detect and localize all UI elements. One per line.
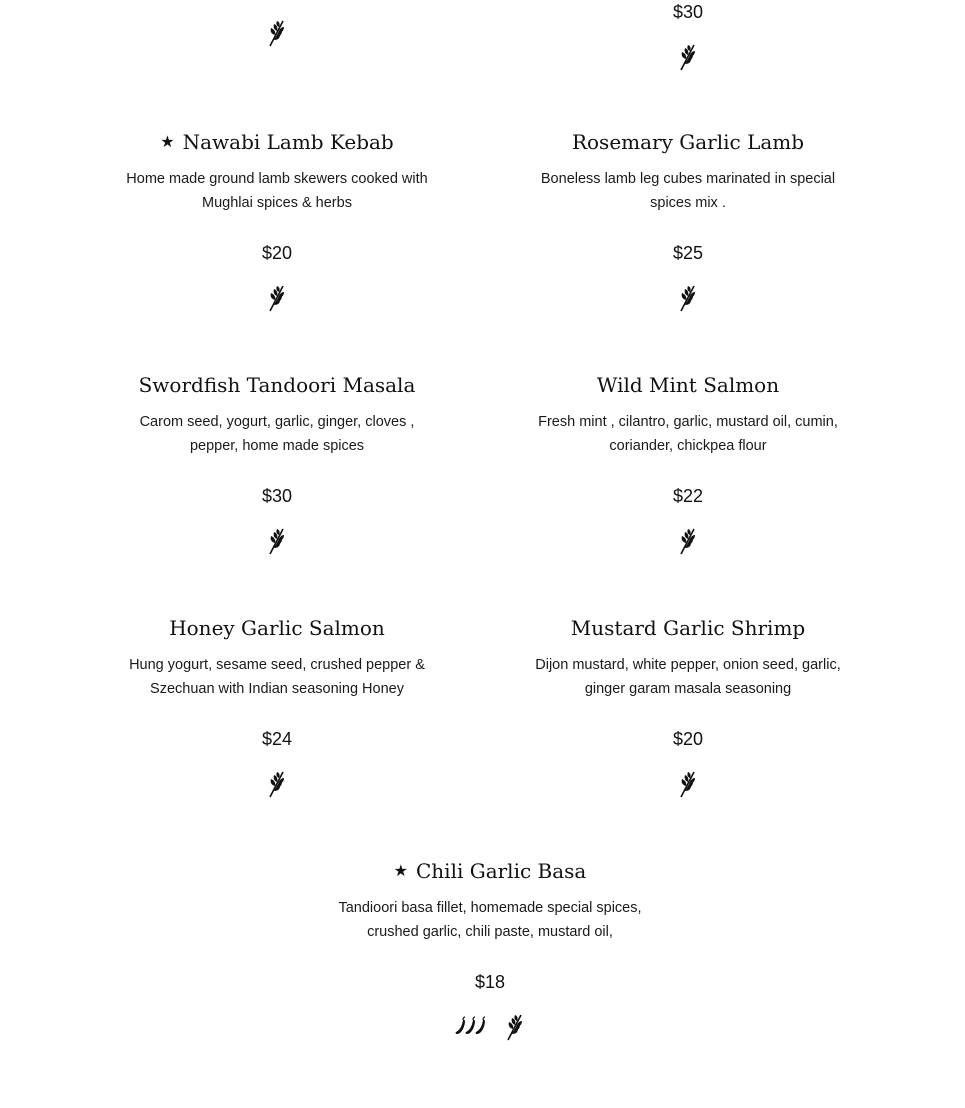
item-title: Rosemary Garlic Lamb <box>571 130 805 154</box>
item-icons <box>523 771 853 801</box>
item-description: Carom seed, yogurt, garlic, ginger, cloves , pepper, home made spices <box>139 414 415 454</box>
gluten-free-icon <box>678 770 698 803</box>
item-description: Tandioori basa fillet, homemade special spices, crushed garlic, chili paste, mustard oil, <box>338 900 642 940</box>
gluten-free-icon <box>505 1013 525 1046</box>
gluten-free-icon <box>267 770 287 803</box>
menu-item-wild-mint-salmon <box>523 371 853 558</box>
item-icons <box>112 771 442 801</box>
item-price: $30 <box>261 486 293 506</box>
item-price: $20 <box>672 729 704 749</box>
gluten-free-icon <box>678 43 698 76</box>
item-description: Dijon mustard, white pepper, onion seed, garlic, ginger garam masala seasoning <box>535 657 841 697</box>
item-icons <box>112 528 442 558</box>
item-title: ★ Nawabi Lamb Kebab <box>160 130 394 154</box>
item-icons <box>325 1014 655 1044</box>
gluten-free-icon <box>678 284 698 317</box>
signature-star-icon: ★ <box>160 132 175 151</box>
menu-item-swordfish-tandoori-masala <box>112 371 442 558</box>
gluten-free-icon <box>267 527 287 560</box>
item-price: $22 <box>672 486 704 506</box>
item-description: Home made ground lamb skewers cooked with Mughlai spices & herbs <box>126 171 428 211</box>
item-title: Mustard Garlic Shrimp <box>570 616 806 640</box>
partial-item-right <box>523 0 853 74</box>
item-title: Swordfish Tandoori Masala <box>138 373 416 397</box>
menu-item-nawabi-lamb-kebab <box>112 128 442 315</box>
menu-item-honey-garlic-salmon <box>112 614 442 801</box>
menu-item-chili-garlic-basa <box>325 857 655 1044</box>
gluten-free-icon <box>678 527 698 560</box>
spicy-level-3-icon <box>455 1016 489 1043</box>
item-icons <box>523 285 853 315</box>
item-description: Fresh mint , cilantro, garlic, mustard oil, cumin, coriander, chickpea flour <box>538 414 838 454</box>
menu-item-rosemary-garlic-lamb <box>523 128 853 315</box>
item-icons <box>112 285 442 315</box>
menu-item-mustard-garlic-shrimp <box>523 614 853 801</box>
item-title: Honey Garlic Salmon <box>169 616 385 640</box>
item-description: Hung yogurt, sesame seed, crushed pepper & Szechuan with Indian seasoning Honey <box>129 657 425 697</box>
item-price: $24 <box>261 729 293 749</box>
gluten-free-icon <box>267 19 287 52</box>
item-icons <box>523 528 853 558</box>
item-title: ★ Chili Garlic Basa <box>393 859 587 883</box>
item-price: $30 <box>672 2 704 22</box>
item-price: $25 <box>672 243 704 263</box>
partial-item-left <box>112 20 442 50</box>
item-description: Boneless lamb leg cubes marinated in special spices mix . <box>540 171 836 211</box>
item-price: $20 <box>261 243 293 263</box>
item-price: $18 <box>474 972 506 992</box>
gluten-free-icon <box>267 284 287 317</box>
signature-star-icon: ★ <box>393 861 408 880</box>
item-title: Wild Mint Salmon <box>596 373 780 397</box>
